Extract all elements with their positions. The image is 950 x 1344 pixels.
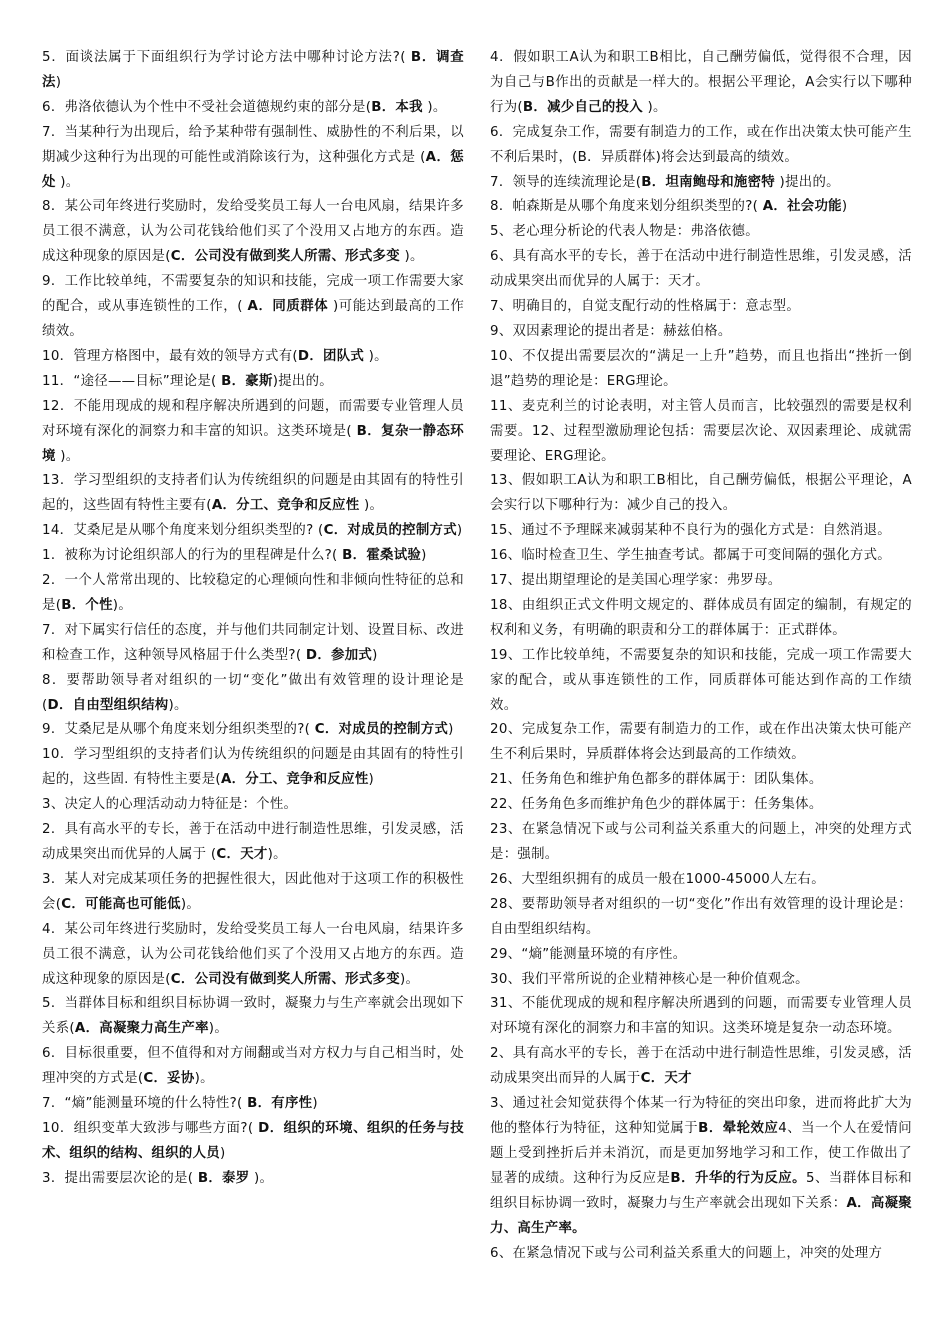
question-text: 6、具有高水平的专长，善于在活动中进行制造性思维，引发灵感，活动成果突出而优异的人属于：天才。	[490, 249, 912, 290]
answer-text: B．晕轮效应	[698, 1120, 779, 1136]
answer-text: B．复杂一静态环境	[42, 423, 465, 464]
answer-text: C．公司没有做到奖人所需、形式多变	[170, 249, 400, 265]
question-item	[490, 395, 912, 470]
question-text: )。	[194, 1071, 214, 1087]
question-text: 6．弗洛依德认为个性中不受社会道德规约束的部分是(	[42, 99, 372, 115]
question-item	[42, 569, 464, 619]
question-text: 9．工作比较单纯，不需要复杂的知识和技能，完成一项工作需要大家的配合，或从事连锁性的工作，(	[42, 274, 464, 315]
question-text: 20、完成复杂工作，需要有制造力的工作，或在作出决策太快可能产生不利后果时，异质群体将会达到最高的工作绩效。	[490, 722, 912, 763]
question-text: )	[456, 523, 463, 539]
question-text: 13、假如职工A认为和职工B相比，自己酬劳偏低，根据公平理论，A会实行以下哪种行为：减少自己的投入。	[490, 473, 912, 514]
question-text: 6、在紧急情况下或与公司利益关系重大的问题上，冲突的处理方	[490, 1245, 883, 1261]
question-item	[490, 1092, 912, 1241]
question-item	[42, 370, 464, 395]
question-text: 10．学习型组织的支持者们认为传统组织的问题是由其固有的特性引起的，这些固. 有特性主要是(	[42, 747, 464, 788]
question-item	[490, 943, 912, 968]
answer-text: A．社会功能	[762, 199, 842, 215]
answer-text: D．自由型组织结构	[47, 697, 169, 713]
answer-text: A．惩处	[42, 149, 464, 190]
question-item	[490, 992, 912, 1042]
question-text: 9、双因素理论的提出者是：赫兹伯格。	[490, 323, 732, 339]
question-text: 3、决定人的心理活动动力特征是：个性。	[42, 797, 298, 813]
answer-text: D．参加式	[305, 647, 373, 663]
question-text: 5．当群体目标和组织目标协调一致时，凝聚力与生产率就会出现如下关系(	[42, 996, 464, 1037]
question-text: 22、任务角色多而维护角色少的群体属于：任务集体。	[490, 797, 823, 813]
answer-text: A．分工、竞争和反应性	[220, 772, 369, 788]
question-item	[42, 619, 464, 669]
answer-text: B．坦南鲍母和施密特	[641, 174, 775, 190]
question-text: 8．要帮助领导者对组织的一切“变化”做出有效管理的设计理论是(	[42, 672, 464, 713]
question-item	[490, 121, 912, 171]
question-text: 7．对下属实行信任的态度，并与他们共同制定计划、设置目标、改进和检查工作，这种领导风格屈于什么类型?(	[42, 622, 464, 663]
question-text: 14．艾桑尼是从哪个角度来划分组织类型的? (	[42, 523, 324, 539]
question-text: 21、任务角色和维护角色都多的群体属于：团队集体。	[490, 772, 823, 788]
question-text: )。	[249, 1170, 274, 1186]
question-item	[42, 544, 464, 569]
question-item	[490, 644, 912, 719]
question-text: 26、大型组织拥有的成员一般在1000-45000人左右。	[490, 871, 825, 887]
question-item	[42, 345, 464, 370]
question-item	[42, 469, 464, 519]
question-item	[490, 519, 912, 544]
question-text: 23、在紧急情况下或与公司利益关系重大的问题上，冲突的处理方式是：强制。	[490, 822, 912, 862]
question-text: 7．当某种行为出现后，给予某种带有强制性、威胁性的不利后果，以期减少这种行为出现的可能性或消除该行为，这种强化方式是 (	[42, 124, 464, 165]
question-text: )	[448, 722, 454, 738]
answer-text: C．公司没有做到奖人所需、形式多变	[170, 971, 400, 987]
question-item	[490, 1242, 912, 1267]
question-item	[490, 220, 912, 245]
question-item	[490, 245, 912, 295]
question-text: )	[368, 772, 375, 788]
question-text: 4．某公司年终进行奖励时，发给受奖员工每人一台电风扇，结果许多员工很不满意，认为公司花钱给他们买了个没用又占地方的东西。造成这种现象的原因是(	[42, 921, 464, 987]
answer-text: B．本我	[371, 99, 423, 115]
question-item	[490, 1042, 912, 1092]
question-text: 28、要帮助领导者对组织的一切“变化”作出有效管理的设计理论是：自由型组织结构。	[490, 896, 912, 937]
question-item	[42, 918, 464, 993]
answer-text: B．豪斯	[221, 373, 273, 389]
answer-text: C．天才	[640, 1071, 692, 1087]
question-text: 9．艾桑尼是从哪个角度来划分组织类型的?(	[42, 722, 315, 738]
answer-text: B．个性	[61, 597, 113, 613]
question-text: )。	[359, 498, 384, 514]
answer-text: B．升华的行为反应。	[670, 1170, 807, 1186]
question-text: )。	[642, 99, 667, 115]
question-item	[42, 818, 464, 868]
question-item	[490, 968, 912, 993]
question-text: 8．某公司年终进行奖励时，发给受奖员工每人一台电风扇，结果许多员工很不满意，认为公司花钱给他们买了个没用又占地方的东西。造成这种现象的原因是(	[42, 199, 464, 265]
question-text: 2、具有高水平的专长，善于在活动中进行制造性思维，引发灵感，活动成果突出而异的人属于	[490, 1046, 912, 1087]
answer-text: A．高凝聚力高生产率	[74, 1021, 209, 1037]
question-item	[42, 195, 464, 270]
question-item	[42, 1042, 464, 1092]
question-item	[42, 793, 464, 818]
question-text: 10．组织变革大致涉与哪些方面?(	[42, 1120, 259, 1136]
question-item	[42, 270, 464, 345]
question-item	[490, 594, 912, 644]
question-text: 7、明确目的，自觉支配行动的性格属于：意志型。	[490, 299, 801, 315]
question-text: 16、临时检查卫生、学生抽查考试。都属于可变间隔的强化方式。	[490, 548, 891, 564]
answer-text: A．高凝聚力、高生产率。	[490, 1195, 912, 1236]
question-text: )可能达到最高的工作绩效。	[42, 299, 465, 339]
question-text: 8．帕森斯是从哪个角度来划分组织类型的?(	[490, 199, 763, 215]
question-text: )。	[364, 348, 388, 364]
answer-text: B．泰罗	[197, 1170, 250, 1186]
question-text: 1．被称为讨论组织部人的行为的里程碑是什么?(	[42, 548, 343, 564]
question-text: 3．提出需要层次论的是(	[42, 1170, 198, 1186]
question-item	[42, 1117, 464, 1167]
question-text: 2．具有高水平的专长，善于在活动中进行制造性思维，引发灵感，活动成果突出而优异的人属于 (	[42, 822, 464, 862]
question-text: )	[372, 647, 378, 663]
question-item	[42, 519, 464, 544]
answer-text: C．天才	[216, 847, 268, 862]
question-text: )提出的。	[272, 373, 333, 389]
question-text: 5、当群体目标和组织目标协调一致时，凝聚力与生产率就会出现如下关系：	[490, 1170, 912, 1211]
question-text: 13．学习型组织的支持者们认为传统组织的问题是由其固有的特性引起的，这些固有特性主要有(	[42, 473, 464, 514]
answer-text: D．团队式	[297, 348, 365, 364]
question-text: 15、通过不予理睬来减弱某种不良行为的强化方式是：自然消退。	[490, 523, 891, 539]
question-text: 6．完成复杂工作，需要有制造力的工作，或在作出决策太快可能产生不利后果时，(B．异质群体)将会达到最高的绩效。	[490, 124, 912, 165]
question-item	[42, 743, 464, 793]
answer-text: B．减少自己的投入	[522, 99, 643, 115]
question-item	[42, 121, 464, 196]
question-text: 3、通过社会知觉获得个体某一行为特征的突出印象，进而将此扩大为他的整体行为特征，这种知觉属于	[490, 1096, 912, 1136]
question-text: )。	[55, 448, 80, 464]
question-item	[490, 868, 912, 893]
answer-text: A．分工、竞争和反应性	[211, 498, 360, 514]
question-text: 11．“途径——目标”理论是(	[42, 373, 222, 389]
question-text: )。	[55, 174, 80, 190]
question-text: )。	[112, 597, 133, 613]
question-item	[490, 768, 912, 793]
question-text: )	[421, 548, 427, 564]
answer-text: D．组织的环境、组织的任务与技术、组织的结构、组织的人员	[42, 1120, 464, 1161]
question-text: 4、当一个人在爱情问题上受到挫折后并未消沉，而是更加努地学习和工作，使工作做出了显著的成绩。这种行为反应是	[490, 1120, 912, 1186]
question-text: )。	[422, 99, 447, 115]
question-item	[42, 46, 464, 96]
question-text: )	[312, 1096, 318, 1112]
question-text: 10、不仅提出需要层次的“满足一上升”趋势，而且也指出“挫折一倒退”趋势的理论是：ERG理论。	[490, 348, 912, 389]
question-item	[490, 544, 912, 569]
answer-text: C．对成员的控制方式	[323, 523, 457, 539]
question-item	[42, 669, 464, 719]
question-item	[42, 868, 464, 918]
question-item	[490, 345, 912, 395]
question-text: 5、老心理分析论的代表人物是：弗洛依德。	[490, 224, 759, 240]
question-item	[42, 1167, 464, 1192]
question-text: )提出的。	[774, 174, 840, 190]
question-text: 6．目标很重要，但不值得和对方闹翻或当对方权力与自己相当时，处理冲突的方式是(	[42, 1046, 464, 1087]
question-item	[490, 320, 912, 345]
question-text: 18、由组织正式文件明文规定的、群体成员有固定的编制，有规定的权利和义务，有明确的职责和分工的群体属于：正式群体。	[490, 597, 912, 638]
question-item	[490, 295, 912, 320]
question-item	[42, 96, 464, 121]
question-text: )	[219, 1145, 226, 1161]
question-text: 12．不能用现成的规和程序解决所遇到的问题，而需要专业管理人员对环境有深化的洞察力和丰富的知识。这类环境是(	[42, 398, 464, 439]
question-item	[490, 469, 912, 519]
answer-text: B．有序性	[247, 1096, 313, 1112]
question-item	[42, 992, 464, 1042]
question-item	[490, 893, 912, 943]
question-item	[490, 195, 912, 220]
question-text: 3．某人对完成某项任务的把握性很大，因此他对于这项工作的积极性会(	[42, 871, 464, 912]
question-text: )。	[180, 896, 201, 912]
question-item	[490, 569, 912, 594]
left-column	[42, 46, 464, 1192]
question-item	[490, 793, 912, 818]
question-text: 11、麦克利兰的讨论表明，对主管人员而言，比较强烈的需要是权利需要。12、过程型激励理论包括：需要层次论、双因素理论、成就需要理论、ERG理论。	[490, 398, 912, 464]
question-text: 5．面谈法属于下面组织行为学讨论方法中哪种讨论方法?(	[42, 50, 411, 65]
answer-text: B．调查法	[42, 50, 464, 90]
question-text: 17、提出期望理论的是美国心理学家：弗罗母。	[490, 573, 782, 589]
question-text: 31、不能优现成的规和程序解决所遇到的问题，而需要专业管理人员对环境有深化的洞察力和丰富的知识。这类环境是复杂一动态环境。	[490, 996, 912, 1037]
question-text: 10．管理方格图中，最有效的领导方式有(	[42, 348, 298, 364]
answer-text: C．对成员的控制方式	[314, 722, 449, 738]
question-text: )。	[208, 1021, 229, 1037]
question-text: 2．一个人常常出现的、比较稳定的心理倾向性和非倾向性特征的总和是(	[42, 573, 464, 613]
right-column	[490, 46, 912, 1266]
question-text: 4．假如职工A认为和职工B相比，自己酬劳偏低，觉得很不合理，因为自己与B作出的贡献是一样大的。根据公平理论，A会实行以下哪种行为(	[490, 50, 912, 115]
question-text: 19、工作比较单纯，不需要复杂的知识和技能，完成一项工作需要大家的配合，或从事连锁性的工作，同质群体可能达到作高的工作绩效。	[490, 647, 912, 713]
question-text: )。	[267, 847, 287, 862]
question-text: )	[55, 74, 62, 90]
question-text: )	[841, 199, 848, 215]
question-text: 29、“熵”能测量环境的有序性。	[490, 946, 687, 962]
question-text: 7．“熵”能测量环境的什么特性?(	[42, 1096, 248, 1112]
question-text: )。	[399, 249, 424, 265]
question-item	[490, 46, 912, 121]
answer-text: A．同质群体	[247, 299, 329, 315]
answer-text: C．妥协	[143, 1071, 195, 1087]
question-text: )。	[399, 971, 420, 987]
question-item	[42, 718, 464, 743]
answer-text: B．霍桑试验	[342, 548, 422, 564]
answer-text: C．可能高也可能低	[61, 896, 181, 912]
question-text: 30、我们平常所说的企业精神核心是一种价值观念。	[490, 971, 809, 987]
question-item	[490, 718, 912, 768]
question-text: )。	[168, 697, 188, 713]
question-item	[490, 171, 912, 196]
question-item	[42, 395, 464, 470]
question-text: 7．领导的连续流理论是(	[490, 174, 642, 190]
question-item	[490, 818, 912, 868]
question-item	[42, 1092, 464, 1117]
